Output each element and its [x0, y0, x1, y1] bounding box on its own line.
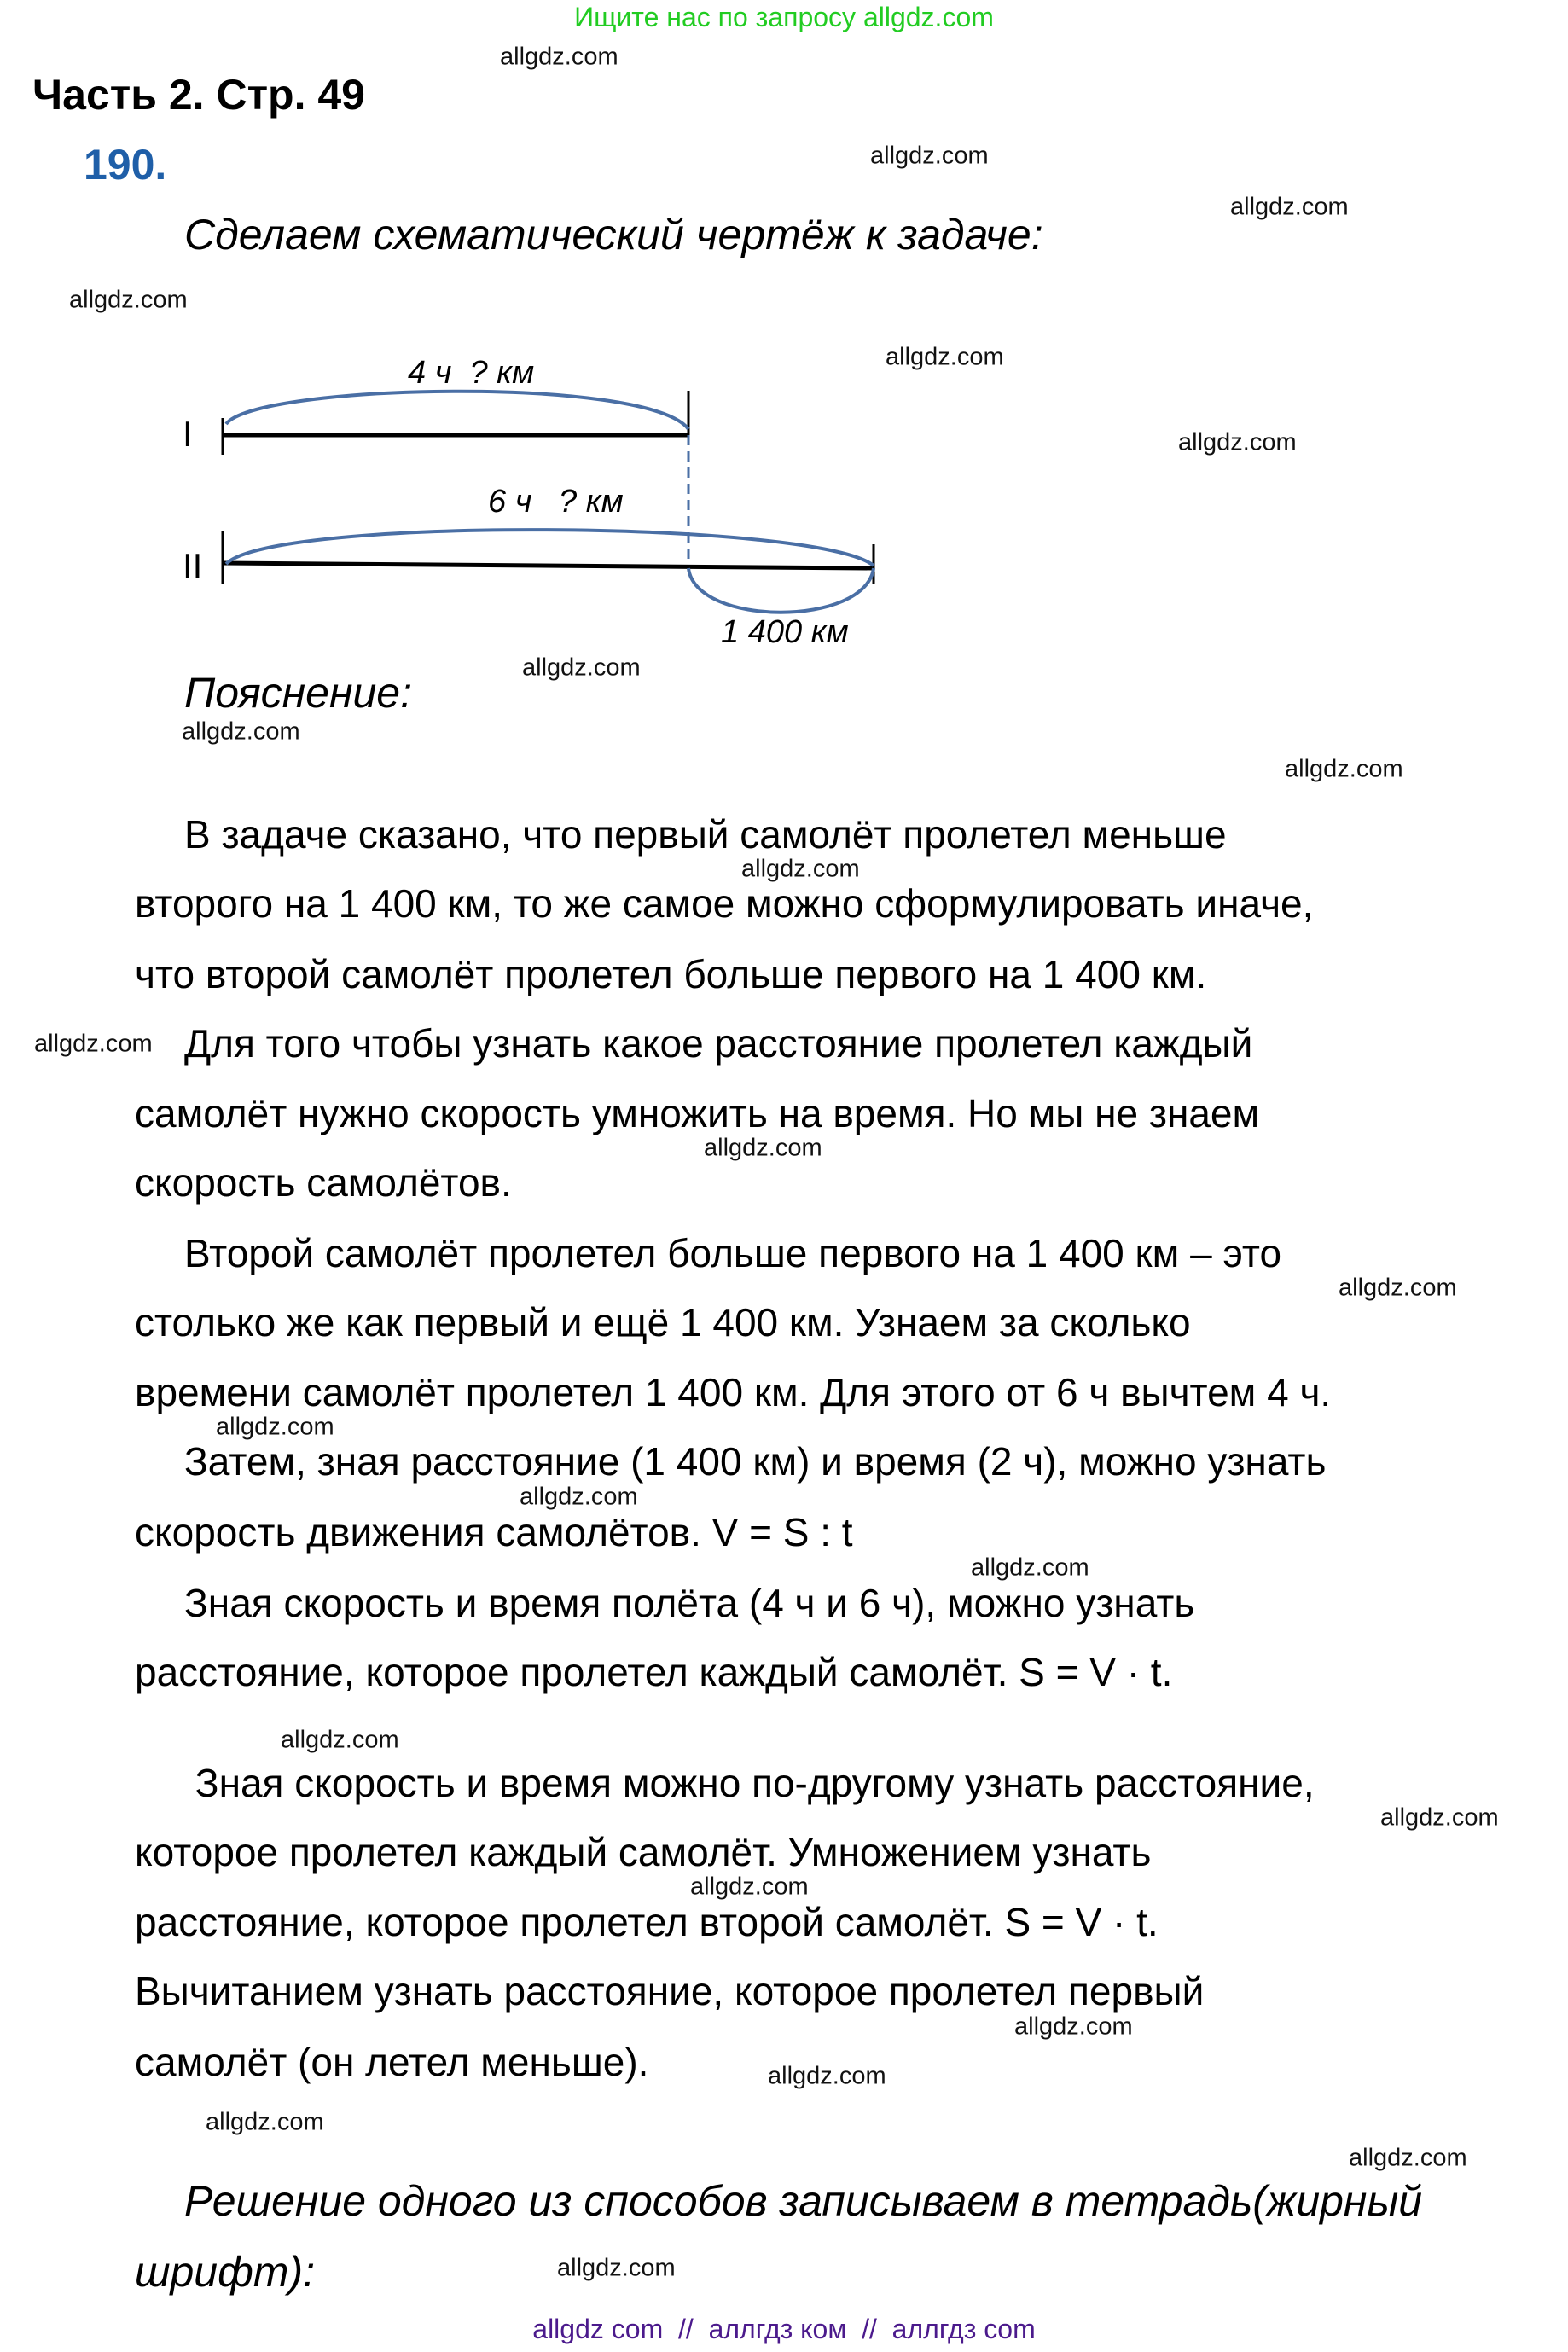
text-line: скорость движения самолётов. V = S : t: [135, 1510, 853, 1554]
watermark[interactable]: allgdz.com: [500, 43, 618, 71]
text-line: самолёт (он летел меньше).: [135, 2040, 649, 2084]
text-line: Для того чтобы узнать какое расстояние пролетел каждый: [184, 1021, 1253, 1066]
text-line: которое пролетел каждый самолёт. Умножением узнать: [135, 1830, 1152, 1874]
text-line: второго на 1 400 км, то же самое можно сформулировать иначе,: [135, 881, 1314, 926]
text-line: что второй самолёт пролетел больше первого на 1 400 км.: [135, 952, 1207, 996]
watermark[interactable]: allgdz.com: [216, 1413, 334, 1441]
row2-segment: [223, 530, 874, 613]
difference-arc: [688, 568, 874, 613]
watermark[interactable]: allgdz.com: [690, 1873, 809, 1901]
watermark[interactable]: allgdz.com: [870, 142, 989, 170]
text-line: расстояние, которое пролетел второй самолёт. S = V · t.: [135, 1900, 1159, 1944]
row1-label: I: [183, 414, 193, 454]
watermark[interactable]: allgdz.com: [1230, 193, 1349, 221]
text-line: Зная скорость и время можно по-другому узнать расстояние,: [184, 1761, 1315, 1805]
watermark[interactable]: allgdz.com: [522, 653, 641, 682]
text-line: В задаче сказано, что первый самолёт пролетел меньше: [184, 812, 1227, 857]
row2-arc: [226, 530, 874, 566]
text-line: самолёт нужно скорость умножить на время. Но мы не знаем: [135, 1091, 1260, 1135]
top-banner[interactable]: Ищите нас по запросу allgdz.com: [574, 2, 994, 32]
explanation-title: Пояснение:: [184, 669, 412, 717]
watermark[interactable]: allgdz.com: [69, 286, 188, 314]
text-line: Затем, зная расстояние (1 400 км) и время (2 ч), можно узнать: [184, 1439, 1327, 1484]
watermark[interactable]: allgdz.com: [1285, 755, 1403, 783]
text-line: скорость самолётов.: [135, 1160, 512, 1205]
row2-annotation: 6 ч ? км: [488, 484, 624, 520]
scheme-diagram: [0, 0, 1568, 682]
watermark[interactable]: allgdz.com: [886, 343, 1004, 371]
watermark[interactable]: allgdz.com: [704, 1134, 822, 1162]
watermark[interactable]: allgdz.com: [741, 855, 860, 883]
watermark[interactable]: allgdz.com: [557, 2254, 676, 2282]
task-number: 190.: [84, 141, 167, 189]
page-header: Часть 2. Стр. 49: [32, 71, 365, 119]
watermark[interactable]: allgdz.com: [281, 1726, 399, 1754]
watermark[interactable]: allgdz.com: [206, 2108, 324, 2136]
row1-arc: [226, 392, 688, 429]
row1-annotation: 4 ч ? км: [408, 355, 535, 391]
watermark[interactable]: allgdz.com: [1178, 428, 1297, 456]
text-line: Второй самолёт пролетел больше первого на 1 400 км – это: [184, 1231, 1282, 1275]
watermark[interactable]: allgdz.com: [971, 1553, 1089, 1582]
text-line: Вычитанием узнать расстояние, которое пролетел первый: [135, 1969, 1205, 2013]
watermark[interactable]: allgdz.com: [1339, 1274, 1457, 1302]
text-line: расстояние, которое пролетел каждый самолёт. S = V · t.: [135, 1650, 1173, 1694]
row1-segment: [223, 391, 688, 455]
text-line: Зная скорость и время полёта (4 ч и 6 ч), можно узнать: [184, 1581, 1195, 1625]
solution-note-line: Решение одного из способов записываем в тетрадь(жирный: [184, 2177, 1423, 2225]
watermark[interactable]: allgdz.com: [34, 1030, 153, 1058]
solution-note-line: шрифт):: [135, 2248, 316, 2296]
text-line: времени самолёт пролетел 1 400 км. Для этого от 6 ч вычтем 4 ч.: [135, 1370, 1332, 1414]
row2-line: [223, 563, 874, 568]
watermark[interactable]: allgdz.com: [768, 2062, 886, 2090]
row2-label: II: [183, 546, 203, 586]
diagram-intro: Сделаем схематический чертёж к задаче:: [184, 211, 1043, 258]
watermark[interactable]: allgdz.com: [1014, 2012, 1133, 2041]
watermark[interactable]: allgdz.com: [520, 1483, 638, 1511]
watermark[interactable]: allgdz.com: [182, 717, 300, 746]
difference-label: 1 400 км: [721, 614, 849, 650]
text-line: столько же как первый и ещё 1 400 км. Узнаем за сколько: [135, 1300, 1191, 1344]
watermark[interactable]: allgdz.com: [1349, 2144, 1467, 2172]
footer-links[interactable]: allgdz com // аллгдз ком // аллгдз com: [532, 2314, 1036, 2344]
watermark[interactable]: allgdz.com: [1380, 1803, 1499, 1832]
